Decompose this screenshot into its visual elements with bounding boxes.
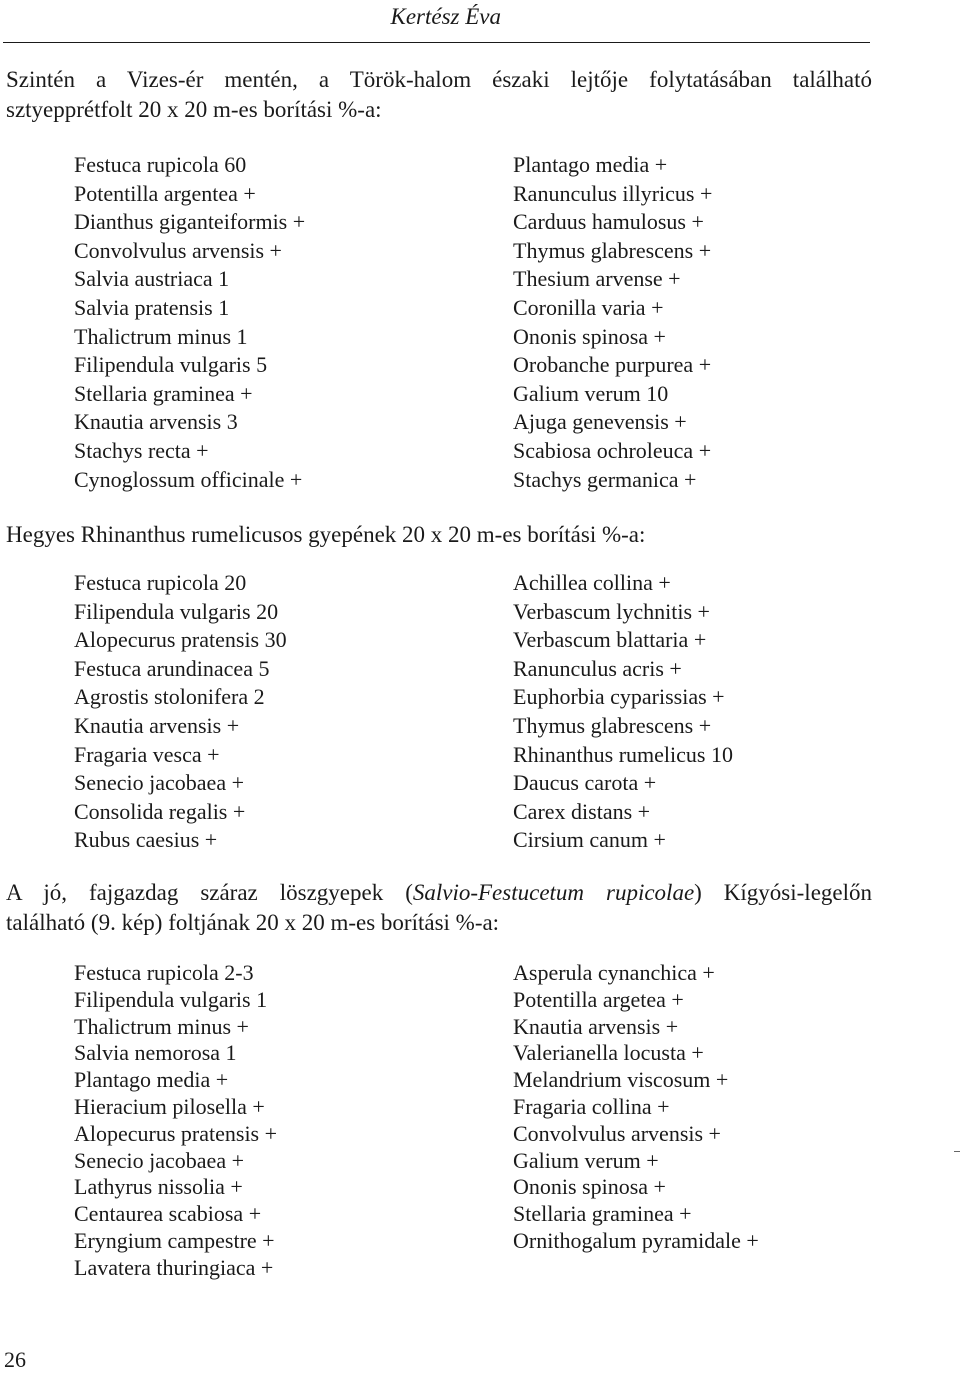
species-entry: Asperula cynanchica + (513, 960, 715, 985)
species-entry: Knautia arvensis + (74, 712, 240, 738)
species-entry: Ranunculus acris + (513, 655, 682, 681)
species-entry: Plantago media + (74, 1067, 229, 1093)
species-entry: Orobanche purpurea + (513, 352, 712, 378)
section3-intro-post: ) Kígyósi-legelőn (694, 880, 872, 905)
species-entry: Stellaria graminea + (74, 380, 253, 406)
header-rule (3, 42, 870, 43)
species-entry: Salvia nemorosa 1 (74, 1040, 237, 1066)
species-entry: Carduus hamulosus + (513, 209, 704, 235)
section1-intro-line1: Szintén a Vizes-ér mentén, a Török-halom északi lejtője folytatásában található (6, 67, 872, 92)
species-entry: Ornithogalum pyramidale + (513, 1227, 759, 1253)
species-entry: Salvia austriaca 1 (74, 266, 230, 292)
species-entry: Consolida regalis + (74, 798, 246, 824)
species-entry: Valerianella locusta + (513, 1040, 704, 1066)
species-entry: Alopecurus pratensis 30 (74, 627, 287, 653)
species-entry: Thalictrum minus + (74, 1013, 249, 1039)
species-entry: Potentilla argetea + (513, 986, 684, 1012)
species-entry: Fragaria vesca + (74, 741, 220, 767)
page-number: 26 (4, 1347, 26, 1372)
section1-left-species-list (74, 151, 305, 494)
species-entry: Hieracium pilosella + (74, 1093, 265, 1119)
species-entry: Stachys recta + (74, 437, 209, 463)
species-entry: Thesium arvense + (513, 266, 681, 292)
species-entry: Alopecurus pratensis + (74, 1120, 278, 1146)
species-entry: Festuca rupicola 20 (74, 570, 247, 595)
species-entry: Stellaria graminea + (513, 1201, 692, 1227)
section2-right-species-list (513, 569, 733, 855)
species-entry: Galium verum 10 (513, 380, 669, 406)
species-entry: Ononis spinosa + (513, 1174, 666, 1200)
species-entry: Thymus glabrescens + (513, 712, 712, 738)
section3-intro-pre: A jó, fajgazdag száraz löszgyepek ( (6, 880, 413, 905)
species-entry: Melandrium viscosum + (513, 1067, 729, 1093)
species-entry: Carex distans + (513, 798, 651, 824)
species-entry: Centaurea scabiosa + (74, 1201, 262, 1227)
species-entry: Convolvulus arvensis + (513, 1120, 721, 1146)
species-entry: Euphorbia cyparissias + (513, 684, 725, 710)
species-entry: Filipendula vulgaris 20 (74, 598, 279, 624)
species-entry: Thymus glabrescens + (513, 237, 712, 263)
section3-intro-line2: található (9. kép) foltjának 20 x 20 m-es borítási %-a: (6, 910, 500, 935)
species-entry: Dianthus giganteiformis + (74, 209, 306, 235)
species-entry: Ononis spinosa + (513, 323, 666, 349)
species-entry: Lavatera thuringiaca + (74, 1254, 274, 1280)
species-entry: Rhinanthus rumelicus 10 (513, 741, 733, 767)
section1-intro-line2: sztyepprétfolt 20 x 20 m-es borítási %-a: (6, 97, 382, 122)
species-entry: Achillea collina + (513, 570, 671, 595)
species-entry: Coronilla varia + (513, 294, 664, 320)
species-entry: Ajuga genevensis + (513, 409, 687, 435)
section3-intro-line1 (6, 878, 872, 908)
species-entry: Lathyrus nissolia + (74, 1174, 243, 1200)
section2-intro (6, 520, 872, 550)
species-entry: Plantago media + (513, 152, 668, 177)
section3-left-species-list (74, 960, 277, 1282)
margin-mark (954, 1151, 960, 1152)
species-entry: Cynoglossum officinale + (74, 466, 303, 492)
section1-right-species-list (513, 151, 712, 494)
section2-left-species-list (74, 569, 287, 855)
species-entry: Festuca rupicola 2-3 (74, 960, 254, 985)
association-name: Salvio-Festucetum rupicolae (412, 880, 695, 905)
species-entry: Knautia arvensis 3 (74, 409, 238, 435)
species-entry: Stachys germanica + (513, 466, 697, 492)
species-entry: Fragaria collina + (513, 1093, 670, 1119)
species-entry: Galium verum + (513, 1147, 659, 1173)
species-entry: Verbascum lychnitis + (513, 598, 710, 624)
species-entry: Festuca arundinacea 5 (74, 655, 270, 681)
species-entry: Thalictrum minus 1 (74, 323, 248, 349)
species-entry: Agrostis stolonifera 2 (74, 684, 265, 710)
species-entry: Knautia arvensis + (513, 1013, 679, 1039)
species-entry: Rubus caesius + (74, 827, 218, 853)
species-entry: Filipendula vulgaris 1 (74, 986, 268, 1012)
species-entry: Verbascum blattaria + (513, 627, 707, 653)
species-entry: Potentilla argentea + (74, 180, 256, 206)
species-entry: Salvia pratensis 1 (74, 294, 230, 320)
species-entry: Ranunculus illyricus + (513, 180, 713, 206)
section1-intro (6, 65, 872, 125)
species-entry: Eryngium campestre + (74, 1227, 275, 1253)
species-entry: Cirsium canum + (513, 827, 666, 853)
section2-intro-line1: Hegyes Rhinanthus rumelicusos gyepének 20 x 20 m-es borítási %-a: (6, 522, 646, 547)
species-entry: Senecio jacobaea + (74, 770, 244, 796)
species-entry: Daucus carota + (513, 770, 657, 796)
species-entry: Convolvulus arvensis + (74, 237, 282, 263)
species-entry: Senecio jacobaea + (74, 1147, 244, 1173)
running-header (0, 0, 960, 44)
section3-intro (6, 878, 872, 938)
header-author: Kertész Éva (390, 4, 501, 29)
species-entry: Scabiosa ochroleuca + (513, 437, 712, 463)
species-entry: Festuca rupicola 60 (74, 152, 247, 177)
species-entry: Filipendula vulgaris 5 (74, 352, 268, 378)
section3-right-species-list (513, 960, 759, 1255)
